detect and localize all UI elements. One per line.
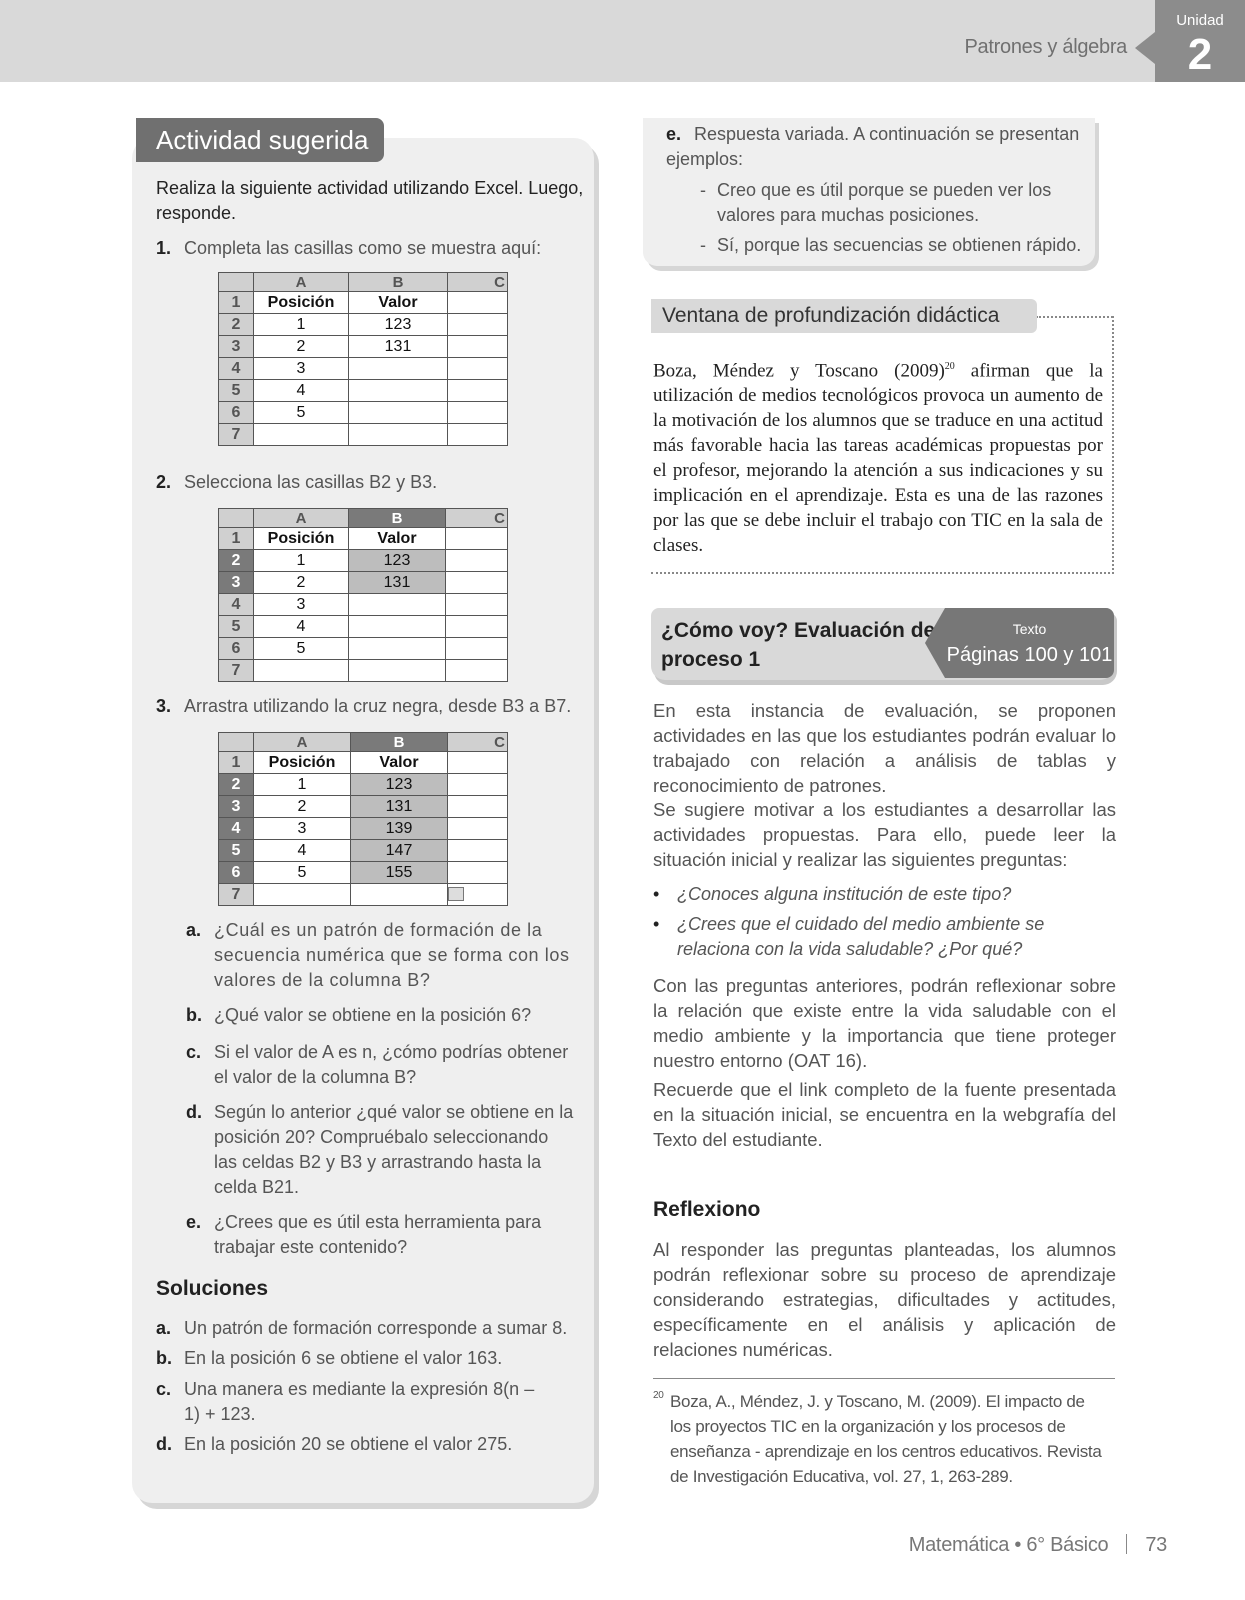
cell [446,638,508,660]
row-number-selected: 5 [219,840,254,862]
row-number: 7 [219,660,254,682]
tag-pages: Páginas 100 y 101 [946,644,1113,666]
continuation-body: Respuesta variada. A continuación se presentan ejemplos: [666,124,1080,169]
row-number: 4 [219,594,254,616]
cell: Valor [349,292,448,314]
cell: 1 [254,774,351,796]
cell [446,572,508,594]
row-number: 1 [219,752,254,774]
row-number: 7 [219,884,254,906]
evaluation-paragraph-1: En esta instancia de evaluación, se proponen actividades en las que los estudiantes podrán evaluar lo trabajado con relación a análisis de tablas y reconocimiento de patrones. [653,700,1116,796]
corner-cell [219,733,254,752]
footer-separator [1126,1534,1127,1554]
solutions-heading: Soluciones [156,1277,269,1300]
step-text: Selecciona las casillas B2 y B3. [184,472,438,492]
bullet-text: ¿Crees que el cuidado del medio ambiente se relaciona con la vida saludable? ¿Por qué? [677,914,1045,959]
cell: Posición [254,528,349,550]
step-number: 1. [156,238,172,258]
step-2 [156,470,576,495]
dash-marker: - [700,180,706,200]
cell-selected: 123 [349,550,446,572]
question-b [186,1003,576,1028]
row-number: 6 [219,638,254,660]
cell: Posición [254,292,349,314]
col-header-selected: B [349,509,446,528]
footnote-divider [653,1378,1115,1379]
ventana-dotted-border [1036,316,1113,318]
question-letter: b. [186,1005,202,1025]
cell [349,616,446,638]
row-number: 5 [219,616,254,638]
step-text: Arrastra utilizando la cruz negra, desde B3 a B7. [184,696,572,716]
dash-marker: - [700,235,706,255]
row-number: 5 [219,380,254,402]
evaluation-paragraph-3: Con las preguntas anteriores, podrán reflexionar sobre la relación que existe entre la vida saludable con el medio ambiente y la importancia que tiene proteger nuestro entorno (OAT 16). [653,975,1116,1071]
cell [448,380,508,402]
cell [448,402,508,424]
header-title: Patrones y álgebra [964,36,1127,58]
cell [254,884,351,906]
cell [446,550,508,572]
cell [351,884,448,906]
footnote [653,1389,1103,1489]
corner-cell [219,509,254,528]
unit-label: Unidad [1176,12,1224,29]
cell [349,660,446,682]
question-bullet [653,882,1116,907]
col-header-selected: B [351,733,448,752]
row-number-selected: 4 [219,818,254,840]
cell [254,660,349,682]
cell: Valor [349,528,446,550]
row-number: 7 [219,424,254,446]
footnote-number: 20 [653,1390,664,1401]
cell-selected: 139 [351,818,448,840]
cell: 3 [254,594,349,616]
cell: Valor [351,752,448,774]
page-footer [909,1534,1167,1557]
row-number: 6 [219,402,254,424]
evaluation-paragraph-4: Recuerde que el link completo de la fuente presentada en la situación inicial, se encuentra en la webgrafía del Texto del estudiante. [653,1079,1116,1150]
col-header: C [448,733,508,752]
question-text: ¿Qué valor se obtiene en la posición 6? [214,1005,532,1025]
col-header: C [446,509,508,528]
cell [349,358,448,380]
spreadsheet-3 [218,732,508,906]
solution-a [156,1316,576,1341]
row-number: 1 [219,292,254,314]
row-number-selected: 2 [219,774,254,796]
bullet-text: ¿Conoces alguna institución de este tipo? [677,884,1012,904]
tag-label: Texto [1012,621,1047,637]
question-c [186,1040,576,1090]
solution-text: En la posición 6 se obtiene el valor 163. [184,1348,503,1368]
col-header: B [349,273,448,292]
step-number: 3. [156,696,172,716]
cell: 2 [254,572,349,594]
footnote-ref: 20 [944,361,955,372]
cell [446,660,508,682]
evaluation-paragraph-2: Se sugiere motivar a los estudiantes a desarrollar las actividades propuestas. Para ello, puede leer la situación inicial y realizar las siguientes preguntas: [653,799,1116,870]
cell [349,638,446,660]
cell-selected: 155 [351,862,448,884]
ventana-body: afirman que la utilización de medios tecnológicos provoca un aumento de la motivación de los alumnos que se traduce en una actitud más favorable hacia las tareas académicas propuestas por el profesor, mejorando la atención a sus indicaciones y su implicación en el aprendizaje. Esta es una de las razones por las que se debe incluir el trabajo con TIC en la sala de clases. [653,360,1103,557]
cell: 5 [254,862,351,884]
footer-subject: Matemática • 6° Básico [908,1534,1109,1556]
solution-c [156,1377,536,1427]
row-number-selected: 3 [219,572,254,594]
question-text: ¿Cuál es un patrón de formación de la secuencia numérica que se forma con los valores de la columna B? [214,920,570,990]
cell [349,424,448,446]
question-e [186,1210,576,1260]
cell-selected: 131 [349,572,446,594]
cell [448,862,508,884]
solution-letter: d. [156,1434,172,1454]
cell [448,774,508,796]
cell: 5 [254,638,349,660]
cell-selected: 131 [351,796,448,818]
text-reference-tag [945,608,1114,678]
cell [349,594,446,616]
continuation-text [666,122,1086,172]
solution-letter: c. [156,1379,172,1399]
solution-letter: b. [156,1348,172,1368]
step-3 [156,694,576,719]
example-text: Sí, porque las secuencias se obtienen rápido. [717,235,1082,255]
cell-selected: 147 [351,840,448,862]
cell: 131 [349,336,448,358]
step-number: 2. [156,472,172,492]
cell: 4 [254,616,349,638]
cell: 123 [349,314,448,336]
row-number: 2 [219,314,254,336]
cell [448,796,508,818]
unit-number: 2 [1187,30,1213,79]
solution-text: Un patrón de formación corresponde a sumar 8. [184,1318,568,1338]
solution-d [156,1432,576,1457]
solution-text: En la posición 20 se obtiene el valor 275. [184,1434,513,1454]
cell [448,358,508,380]
question-a [186,918,576,993]
col-header: A [254,273,349,292]
cell: 2 [254,796,351,818]
solution-text: Una manera es mediante la expresión 8(n – 1) + 123. [184,1379,535,1424]
ventana-text [653,354,1103,558]
cell: 2 [254,336,349,358]
cell [448,884,508,906]
cell [448,292,508,314]
question-letter: d. [186,1102,202,1122]
reflexiono-text: Al responder las preguntas planteadas, los alumnos podrán reflexionar sobre su proceso de aprendizaje considerando estrategias, dificultades y actitudes, específicamente en el análisis y aplicación de relaciones numéricas. [653,1239,1116,1360]
cell: 3 [254,358,349,380]
cell [446,616,508,638]
cell [349,402,448,424]
cell-selected: 123 [351,774,448,796]
cell [448,840,508,862]
col-header: C [448,273,508,292]
continuation-letter: e. [666,124,682,144]
cell [448,314,508,336]
row-number-selected: 2 [219,550,254,572]
bullet-dot: • [653,884,660,904]
spreadsheet-2 [218,508,508,682]
solution-letter: a. [156,1318,172,1338]
solution-b [156,1346,576,1371]
row-number-selected: 6 [219,862,254,884]
cell: 3 [254,818,351,840]
col-header: A [254,733,351,752]
cell [448,752,508,774]
step-1 [156,236,576,261]
activity-intro: Realiza la siguiente actividad utilizando Excel. Luego, responde. [156,178,584,223]
question-text: Si el valor de A es n, ¿cómo podrías obtener el valor de la columna B? [214,1042,569,1087]
cell [349,380,448,402]
cell: 1 [254,550,349,572]
reflexiono-heading: Reflexiono [653,1198,761,1221]
cell [254,424,349,446]
footnote-text: Boza, A., Méndez, J. y Toscano, M. (2009). El impacto de los proyectos TIC en la organización y los procesos de enseñanza - aprendizaje en los centros educativos. Revista de Investigación Educativa, vol. 27, 1, 263-289. [670,1392,1102,1486]
spreadsheet-1 [218,272,508,446]
row-number: 3 [219,336,254,358]
question-d [186,1100,576,1200]
cell [448,336,508,358]
row-number: 1 [219,528,254,550]
unit-badge [1155,0,1245,82]
cell: Posición [254,752,351,774]
cell [448,424,508,446]
bullet-dot: • [653,914,660,934]
question-text: ¿Crees que es útil esta herramienta para trabajar este contenido? [214,1212,542,1257]
question-text: Según lo anterior ¿qué valor se obtiene en la posición 20? Compruébalo seleccionando las celdas B2 y B3 y arrastrando hasta la celda B21. [214,1102,574,1197]
question-letter: c. [186,1042,202,1062]
autofill-options-icon[interactable] [448,887,464,901]
cell [446,594,508,616]
ventana-citation: Boza, Méndez y Toscano (2009) [653,360,945,382]
example-text: Creo que es útil porque se pueden ver los valores para muchas posiciones. [717,180,1052,225]
row-number-selected: 3 [219,796,254,818]
page-number: 73 [1145,1534,1167,1556]
example-item [700,233,1095,258]
activity-title: Actividad sugerida [146,118,384,162]
question-letter: a. [186,920,202,940]
row-number: 4 [219,358,254,380]
cell: 4 [254,380,349,402]
corner-cell [219,273,254,292]
step-text: Completa las casillas como se muestra aquí: [184,238,542,258]
cell: 5 [254,402,349,424]
example-item [700,178,1095,228]
question-bullet [653,912,1116,962]
ventana-title: Ventana de profundización didáctica [651,299,1037,333]
cell [446,528,508,550]
col-header: A [254,509,349,528]
cell: 1 [254,314,349,336]
question-letter: e. [186,1212,202,1232]
cell [448,818,508,840]
evaluation-title: ¿Cómo voy? Evaluación de proceso 1 [661,619,936,671]
cell: 4 [254,840,351,862]
